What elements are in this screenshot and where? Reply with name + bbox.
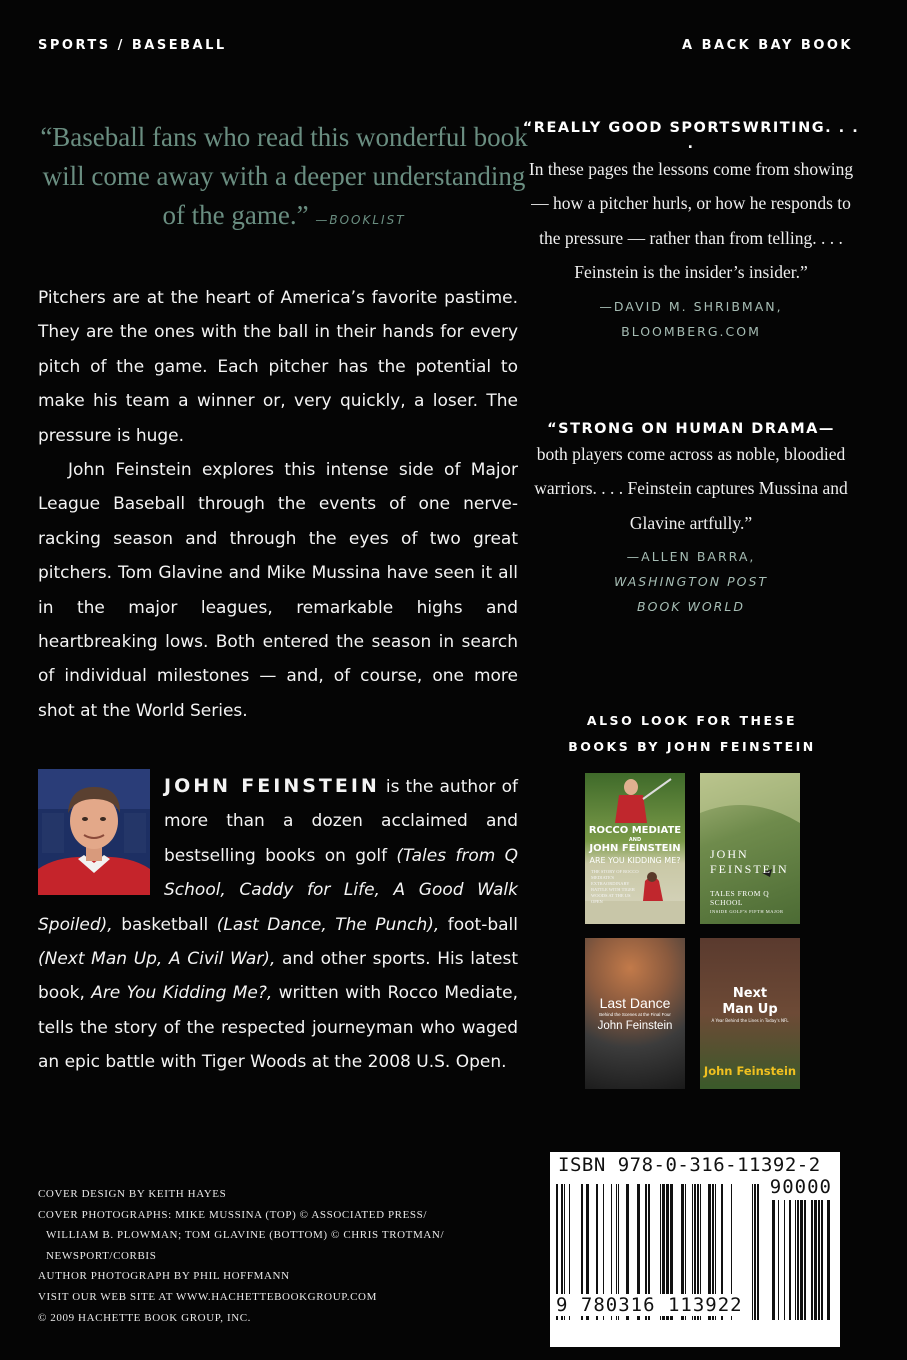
credit-line: COVER PHOTOGRAPHS: MIKE MUSSINA (TOP) © ASSOCIATED PRESS/ (38, 1208, 428, 1221)
review-attribution-name: —DAVID M. SHRIBMAN, (599, 298, 783, 314)
review-attribution-source-section: BOOK WORLD (637, 599, 745, 615)
review-attribution (521, 294, 861, 344)
barcode-bar (827, 1200, 830, 1320)
book1-title-1: ROCCO MEDIATE (588, 825, 682, 836)
barcode-bar (772, 1200, 775, 1320)
author-photo-space (38, 769, 164, 899)
bio-text-4: and other sports. His latest book, (38, 949, 519, 1004)
description-paragraph-2: John Feinstein explores this intense side of Major League Baseball through the events of one nerve-racking season and through the eyes of two great pitchers. Tom Glavine and Mike Mussina have seen it all in the major leagues, remarkable highs and heartbreaking lows. Both entered the season in search of individual milestones — and, of course, one more shot at the World Series. (38, 460, 518, 721)
description-paragraph-1: Pitchers are at the heart of America’s favorite pastime. They are the ones with the ball in their hands for every pitch of the game. Each pitcher has the potential to make his team a winner or, very quickly, a loser. The pressure is huge. (38, 288, 518, 446)
barcode-bar (784, 1200, 785, 1320)
review-headline: “REALLY GOOD SPORTSWRITING. . . . (522, 120, 860, 152)
barcode-bars (550, 1152, 840, 1347)
book3-author: John Feinstein (597, 1020, 673, 1032)
barcode-bar (821, 1200, 823, 1320)
golf-titles: (Tales from Q School, Caddy for Life, A Good Walk Spoiled), (38, 845, 519, 935)
credit-line: NEWSPORT/CORBIS (46, 1249, 157, 1262)
review-attribution (521, 544, 861, 619)
credit-line: COVER DESIGN BY KEITH HAYES (38, 1188, 227, 1200)
bio-text-2: basketball (112, 914, 217, 935)
category-label: SPORTS / BASEBALL (38, 38, 227, 53)
main-quote-text: “Baseball fans who read this wonderful book will come away with a deeper understanding of the game.” (40, 122, 528, 230)
bio-text-5: written with Rocco Mediate, tells the story of the respected journeyman who waged an epic battle with Tiger Woods at the 2008 U.S. Open. (38, 983, 518, 1073)
author-name: JOHN FEINSTEIN (164, 775, 380, 797)
barcode-bar (797, 1200, 799, 1320)
review-body: In these pages the lessons come from showing — how a pitcher hurls, or how he responds to the pressure — rather than from telling. . . . Feinstein is the insider’s insider.” (528, 159, 854, 283)
book1-title-2: AND (628, 837, 642, 843)
review-washington-post (521, 421, 861, 619)
main-quote (40, 118, 528, 240)
book1-title-4: ARE YOU KIDDING ME? (589, 856, 681, 865)
book4-title-1: Next (732, 986, 768, 1001)
book2-tagline: INSIDE GOLF'S FIFTH MAJOR (710, 909, 784, 914)
barcode-bar (789, 1200, 791, 1320)
price-code: 90000 (769, 1176, 832, 1198)
book2-title: TALES FROM Q SCHOOL (710, 889, 770, 907)
bio-text-1: is the author of more than a dozen acclaimed and bestselling books on golf (164, 777, 518, 866)
review-attribution-source: BLOOMBERG.COM (621, 323, 761, 339)
main-quote-source: —BOOKLIST (315, 213, 406, 227)
barcode-bar (795, 1200, 796, 1320)
barcode-bar (752, 1184, 753, 1320)
football-titles: (Next Man Up, A Civil War), (38, 949, 276, 970)
barcode-bar (811, 1200, 813, 1320)
book-cover-are-you-kidding-me (585, 773, 685, 924)
review-attribution-name: —ALLEN BARRA, (626, 549, 756, 565)
cover-credits (38, 1184, 498, 1328)
book-cover-last-dance (585, 938, 685, 1089)
book-description (38, 281, 518, 728)
credit-line: WILLIAM B. PLOWMAN; TOM GLAVINE (BOTTOM) © CHRIS TROTMAN/ (46, 1229, 445, 1242)
barcode-bar (800, 1200, 803, 1320)
bio-text-3: foot-ball (439, 914, 518, 935)
review-headline: “STRONG ON HUMAN DRAMA— (547, 421, 835, 437)
isbn-number: ISBN 978-0-316-11392-2 (558, 1154, 821, 1176)
review-body: both players come across as noble, bloodied warriors. . . . Feinstein captures Mussina and Glavine artfully.” (534, 444, 848, 533)
barcode-bar (754, 1184, 756, 1320)
imprint-label: A BACK BAY BOOK (682, 38, 853, 53)
latest-book-title: Are You Kidding Me?, (91, 983, 273, 1004)
book3-title: Last Dance (599, 995, 671, 1011)
barcode-bar (818, 1200, 820, 1320)
barcode-bar (804, 1200, 806, 1320)
review-bloomberg (521, 120, 861, 344)
barcode-bar (778, 1200, 779, 1320)
book1-tagline: THE STORY OF ROCCO MEDIATE'S EXTRAORDINARY BATTLE WITH TIGER WOODS AT THE US OPEN (591, 869, 639, 904)
book1-title-3: JOHN FEINSTEIN (589, 843, 681, 854)
book-cover-tales-from-q-school (700, 773, 800, 924)
also-look-line-1: ALSO LOOK FOR THESE (586, 713, 798, 728)
credit-line: AUTHOR PHOTOGRAPH BY PHIL HOFFMANN (38, 1270, 290, 1283)
also-look-line-2: BOOKS BY JOHN FEINSTEIN (568, 739, 816, 754)
ean-number: 9 780316 113922 (556, 1294, 743, 1316)
book3-subtitle: Behind the Scenes at the Final Four (599, 1012, 671, 1017)
isbn-barcode (550, 1152, 840, 1347)
also-look-heading (560, 708, 824, 760)
credit-line: © 2009 HACHETTE BOOK GROUP, INC. (38, 1311, 252, 1324)
book-cover-next-man-up (700, 938, 800, 1089)
basketball-titles: (Last Dance, The Punch), (216, 914, 440, 935)
book4-subtitle: A Year Behind the Lines in Today's NFL (711, 1018, 789, 1023)
barcode-bar (814, 1200, 817, 1320)
review-attribution-source: WASHINGTON POST (613, 574, 769, 590)
author-bio (38, 769, 518, 1080)
book2-author: JOHN FEINSTEIN (710, 847, 789, 876)
book4-title-2: Man Up (722, 1002, 778, 1017)
credit-line: VISIT OUR WEB SITE AT WWW.HACHETTEBOOKGROUP.COM (38, 1290, 377, 1303)
barcode-bar (757, 1184, 759, 1320)
book4-author: John Feinstein (703, 1064, 797, 1078)
